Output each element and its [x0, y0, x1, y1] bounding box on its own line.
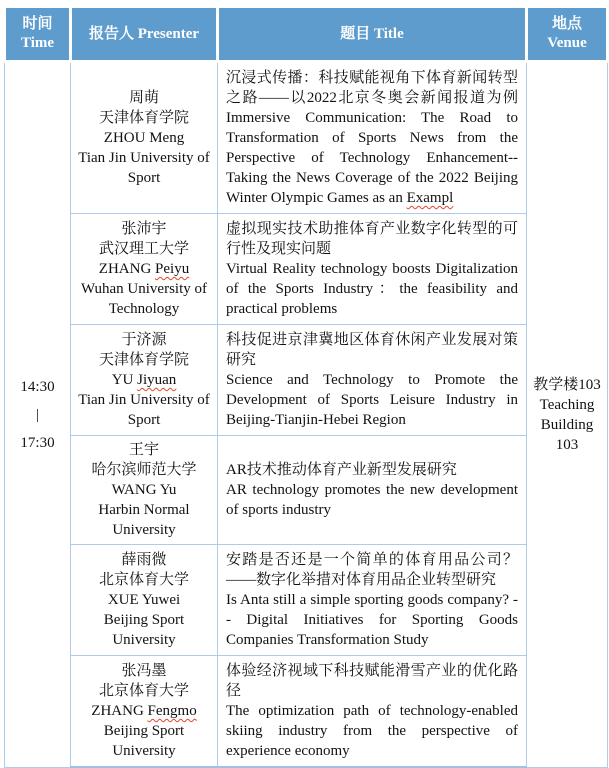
title-en	[226, 259, 518, 319]
presenter-name-en-text: XUE Yuwei	[107, 592, 181, 608]
presenter-name-cn: 张沛宇	[121, 221, 167, 237]
presenter-name-en	[77, 590, 211, 610]
header-venue-en: Venue	[547, 35, 587, 51]
title-en-text: The optimization path of technology-enabled skiing industry from the perspective of experience economy	[226, 703, 518, 759]
title-en	[226, 590, 518, 650]
presenter-cell	[71, 62, 218, 214]
title-en	[226, 370, 518, 430]
header-title: 题目 Title	[218, 7, 527, 62]
title-cn: 体验经济视域下科技赋能滑雪产业的优化路径	[226, 663, 518, 699]
title-cn: 科技促进京津冀地区体育休闲产业发展对策研究	[226, 332, 518, 368]
table-row	[5, 62, 608, 214]
table-row	[5, 325, 608, 436]
presenter-name-en	[77, 701, 211, 721]
presenter-org-en: Wuhan University of Technology	[80, 281, 208, 317]
session-schedule-table	[3, 5, 609, 768]
presenter-org-en: Beijing Sport University	[103, 612, 185, 648]
title-cell	[218, 656, 527, 768]
title-en-text: Immersive Communication: The Road to Transformation of Sports News from the Perspective of Technology Enhancement--Taking the News Coverage of the 2022 Beijing Winter Olympic Games as an	[226, 110, 518, 206]
table-row	[5, 545, 608, 656]
presenter-name-en-text: ZHANG	[98, 261, 156, 277]
time-cell	[5, 62, 71, 768]
title-en	[226, 480, 518, 520]
presenter-org-en: Tian Jin University of Sport	[78, 150, 210, 186]
time-end: 17:30	[20, 434, 55, 451]
title-en-text: Virtual Reality technology boosts Digitalization of the Sports Industry：the feasibility and practical problems	[226, 261, 518, 317]
title-en-text: Science and Technology to Promote the Development of Sports Leisure Industry in Beijing-Tianjin-Hebei Region	[226, 372, 518, 428]
presenter-org-cn: 北京体育大学	[98, 572, 189, 588]
presenter-name-en-text: ZHOU Meng	[103, 130, 185, 146]
presenter-name-en	[77, 370, 211, 390]
presenter-name-cn: 王宇	[128, 442, 159, 458]
header-time-en: Time	[20, 35, 55, 51]
presenter-org-cn: 北京体育大学	[98, 683, 189, 699]
title-cn: 沉浸式传播：科技赋能视角下体育新闻转型之路——以2022北京冬奥会新闻报道为例	[226, 70, 518, 106]
presenter-name-en	[77, 480, 211, 500]
title-cell	[218, 325, 527, 436]
presenter-name-cn: 周萌	[128, 90, 159, 106]
venue-en: Teaching Building 103	[539, 396, 595, 453]
header-venue	[527, 7, 608, 62]
title-en	[226, 108, 518, 208]
title-cell	[218, 214, 527, 325]
presenter-name-en-text: YU	[111, 372, 138, 388]
time-separator: |	[35, 406, 39, 423]
presenter-org-cn: 天津体育学院	[98, 352, 189, 368]
table-row	[5, 436, 608, 545]
presenter-org-cn: 天津体育学院	[98, 110, 189, 126]
presenter-name-en-misspelled: Jiyuan	[137, 372, 177, 388]
title-en-text: AR technology promotes the new development of sports industry	[226, 482, 518, 518]
presenter-org-en: Beijing Sport University	[103, 723, 185, 759]
presenter-name-en-misspelled: Fengmo	[147, 703, 197, 719]
presenter-name-cn: 薛雨微	[121, 552, 167, 568]
time-start: 14:30	[20, 378, 55, 395]
presenter-name-en-text: ZHANG	[91, 703, 148, 719]
title-en-text: Is Anta still a simple sporting goods company? -- Digital Initiatives for Sporting Goods Companies Transformation Study	[226, 592, 518, 648]
presenter-cell	[71, 545, 218, 656]
presenter-org-en: Harbin Normal University	[98, 502, 190, 538]
presenter-org-en: Tian Jin University of Sport	[78, 392, 210, 428]
presenter-name-en	[77, 259, 211, 279]
presenter-org-cn: 武汉理工大学	[98, 241, 189, 257]
title-cell	[218, 62, 527, 214]
presenter-name-en-misspelled: Peiyu	[155, 261, 190, 277]
presenter-cell	[71, 656, 218, 768]
presenter-cell	[71, 436, 218, 545]
presenter-cell	[71, 214, 218, 325]
header-venue-cn: 地点	[551, 16, 582, 32]
venue-cell	[527, 62, 608, 768]
presenter-cell	[71, 325, 218, 436]
header-time-cn: 时间	[22, 16, 53, 32]
header-presenter: 报告人 Presenter	[71, 7, 218, 62]
presenter-name-cn: 于济源	[121, 332, 167, 348]
header-row	[5, 7, 608, 62]
header-time	[5, 7, 71, 62]
title-cn: 虚拟现实技术助推体育产业数字化转型的可行性及现实问题	[226, 221, 518, 257]
title-en-misspelled: Exampl	[406, 190, 454, 206]
table-row	[5, 214, 608, 325]
title-cn: 安踏是否还是一个简单的体育用品公司？——数字化举措对体育用品企业转型研究	[226, 552, 518, 588]
title-cn: AR技术推动体育产业新型发展研究	[226, 462, 457, 478]
title-en	[226, 701, 518, 761]
title-cell	[218, 436, 527, 545]
title-cell	[218, 545, 527, 656]
venue-cn: 教学楼103	[533, 376, 601, 393]
presenter-org-cn: 哈尔滨师范大学	[91, 462, 197, 478]
presenter-name-cn: 张冯墨	[121, 663, 167, 679]
presenter-name-en-text: WANG Yu	[111, 482, 177, 498]
table-row	[5, 656, 608, 768]
presenter-name-en	[77, 128, 211, 148]
